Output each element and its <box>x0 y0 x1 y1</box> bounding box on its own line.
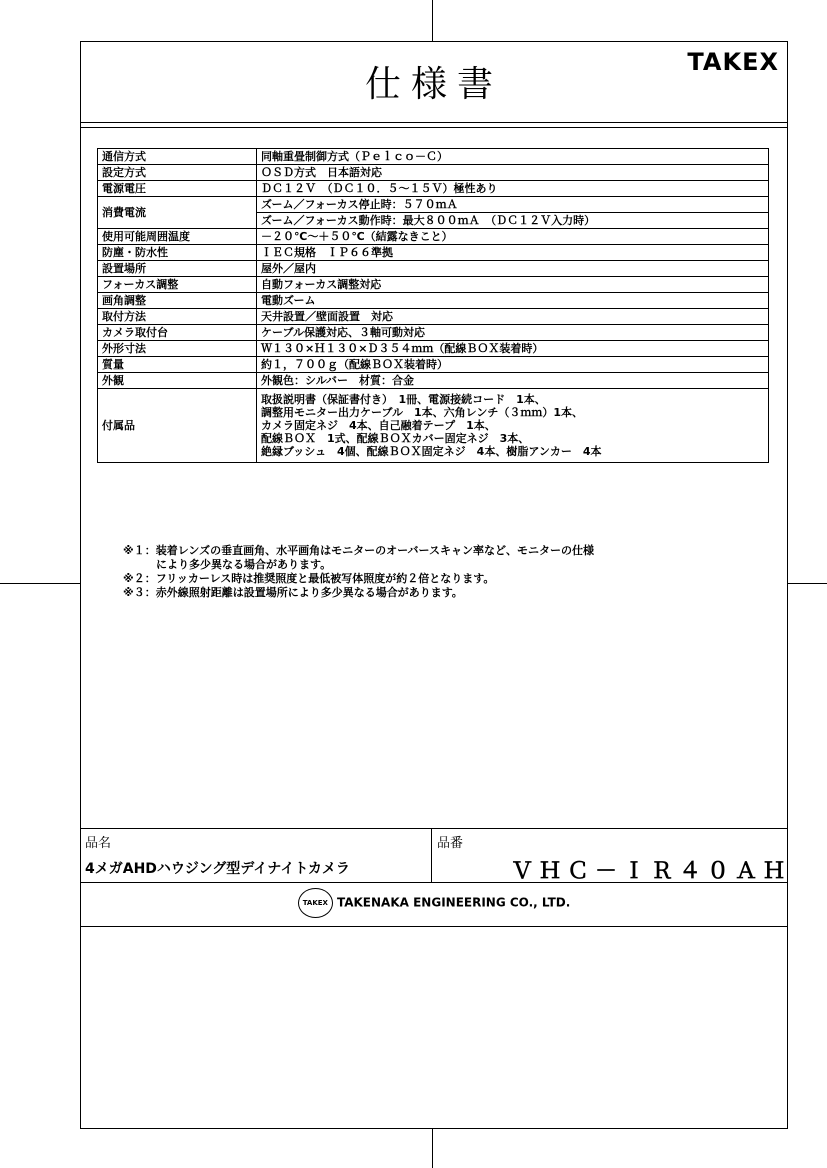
spec-value: 同軸重畳制御方式（Ｐｅｌｃｏ－Ｃ） <box>257 149 769 165</box>
divider <box>81 926 787 927</box>
spec-table <box>97 148 769 463</box>
spec-key: 使用可能周囲温度 <box>98 229 257 245</box>
table-row <box>98 389 769 463</box>
spec-value: ズーム／フォーカス停止時：５７０ｍＡ <box>257 197 769 213</box>
spec-key: 設置場所 <box>98 261 257 277</box>
page-title: 仕様書 <box>364 64 503 105</box>
spec-value: －２０℃～＋５０℃（結露なきこと） <box>257 229 769 245</box>
company-logo-icon: TAKEX <box>298 888 333 918</box>
spec-key: 画角調整 <box>98 293 257 309</box>
table-row <box>98 229 769 245</box>
table-row <box>98 373 769 389</box>
table-row <box>98 341 769 357</box>
spec-key: 消費電流 <box>98 197 257 229</box>
product-name: 4メガAHDハウジング型デイナイトカメラ <box>85 861 350 877</box>
divider <box>81 828 787 829</box>
product-name-label: 品名 <box>85 836 112 851</box>
spec-key: 付属品 <box>98 389 257 463</box>
divider <box>431 828 432 882</box>
spec-value: ＩＥＣ規格 ＩＰ６６準拠 <box>257 245 769 261</box>
notes <box>123 544 594 600</box>
spec-key: 質量 <box>98 357 257 373</box>
spec-key: 外形寸法 <box>98 341 257 357</box>
spec-key: 防塵・防水性 <box>98 245 257 261</box>
table-row <box>98 181 769 197</box>
accessory-line: 絶縁ブッシュ 4個、配線ＢＯＸ固定ネジ 4本、樹脂アンカー 4本 <box>261 445 602 458</box>
note-line: ※３：赤外線照射距離は設置場所により多少異なる場合があります。 <box>123 586 463 599</box>
crop-mark-left <box>0 583 81 584</box>
note-line: により多少異なる場合があります。 <box>156 558 332 571</box>
spec-value: 電動ズーム <box>257 293 769 309</box>
accessory-line: 取扱説明書（保証書付き） 1冊、電源接続コード 1本、 <box>261 393 546 406</box>
table-row <box>98 245 769 261</box>
table-row <box>98 293 769 309</box>
spec-value: ＤＣ１２Ｖ （ＤＣ１０．５～１５Ｖ）極性あり <box>257 181 769 197</box>
spec-key: 外観 <box>98 373 257 389</box>
company-footer <box>81 888 787 918</box>
company-name: TAKENAKA ENGINEERING CO., LTD. <box>336 895 571 910</box>
spec-value: 自動フォーカス調整対応 <box>257 277 769 293</box>
spec-value: Ｗ１３０×Ｈ１３０×Ｄ３５４ｍｍ（配線ＢＯＸ装着時） <box>257 341 769 357</box>
table-row <box>98 325 769 341</box>
table-row <box>98 357 769 373</box>
brand-logo: TAKEX <box>687 48 779 76</box>
spec-value: 約１，７００ｇ（配線ＢＯＸ装着時） <box>257 357 769 373</box>
accessory-line: 調整用モニター出力ケーブル 1本、六角レンチ（３ｍｍ）1本、 <box>261 406 584 419</box>
spec-key: カメラ取付台 <box>98 325 257 341</box>
crop-mark-right <box>787 583 827 584</box>
spec-key: 電源電圧 <box>98 181 257 197</box>
spec-value: ケーブル保護対応、３軸可動対応 <box>257 325 769 341</box>
crop-mark-top <box>432 0 433 42</box>
table-row <box>98 197 769 213</box>
spec-key: 設定方式 <box>98 165 257 181</box>
accessory-line: カメラ固定ネジ 4本、自己融着テープ 1本、 <box>261 419 496 432</box>
table-row <box>98 149 769 165</box>
table-row <box>98 309 769 325</box>
product-number: ＶＨＣ－ＩＲ４０ＡＨ <box>511 859 792 884</box>
spec-key: 取付方法 <box>98 309 257 325</box>
table-row <box>98 277 769 293</box>
spec-value: 外観色：シルバー 材質：合金 <box>257 373 769 389</box>
spec-value: 屋外／屋内 <box>257 261 769 277</box>
table-row <box>98 261 769 277</box>
crop-mark-bottom <box>432 1128 433 1168</box>
document-frame <box>80 41 792 1129</box>
spec-value: 天井設置／壁面設置 対応 <box>257 309 769 325</box>
product-number-label: 品番 <box>437 836 464 851</box>
spec-value: ＯＳＤ方式 日本語対応 <box>257 165 769 181</box>
divider <box>81 127 787 128</box>
note-line: ※１：装着レンズの垂直画角、水平画角はモニターのオーバースキャン率など、モニターの仕様 <box>123 544 594 557</box>
note-line: ※２：フリッカーレス時は推奨照度と最低被写体照度が約２倍となります。 <box>123 572 495 585</box>
accessory-line: 配線ＢＯＸ 1式、配線ＢＯＸカバー固定ネジ 3本、 <box>261 432 530 445</box>
spec-key: 通信方式 <box>98 149 257 165</box>
title-row <box>81 42 787 123</box>
table-row <box>98 165 769 181</box>
spec-key: フォーカス調整 <box>98 277 257 293</box>
spec-value-accessories <box>257 389 769 463</box>
spec-value: ズーム／フォーカス動作時：最大８００ｍＡ （ＤＣ１２Ｖ入力時） <box>257 213 769 229</box>
